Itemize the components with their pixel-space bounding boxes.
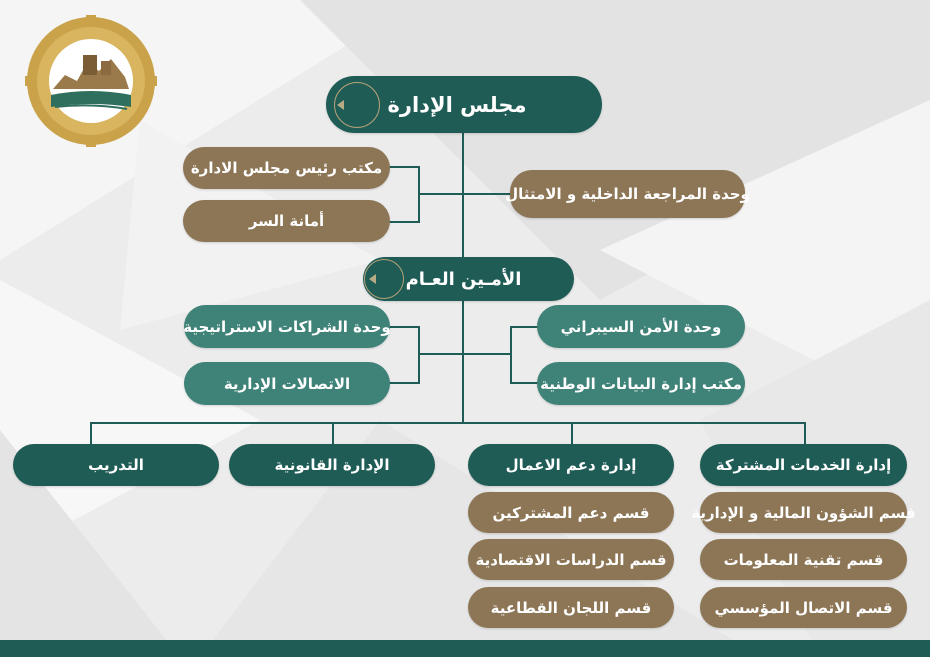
connector-line xyxy=(462,300,464,423)
connector-line xyxy=(90,422,806,424)
national-data-office-label: مكتب إدارة البيانات الوطنية xyxy=(540,374,742,393)
connector-line xyxy=(510,382,538,384)
board-office-label: مكتب رئيس مجلس الادارة xyxy=(190,159,383,177)
cybersecurity-unit-box xyxy=(537,305,745,348)
admin-communications-label: الاتصالات الإدارية xyxy=(223,374,351,393)
connector-line xyxy=(418,166,420,222)
connector-line xyxy=(462,132,464,258)
connector-line xyxy=(389,221,420,223)
connector-line xyxy=(418,326,420,383)
partnerships-unit-label: وحدة الشراكات الاستراتيجية xyxy=(183,317,391,336)
connector-line xyxy=(510,326,538,328)
shared-services-section-label: قسم الشؤون المالية و الإدارية xyxy=(691,503,916,522)
footer-bar xyxy=(0,640,930,657)
connector-line xyxy=(332,422,334,446)
business-support-section-box xyxy=(468,492,674,533)
business-support-section-box xyxy=(468,539,674,580)
shared-services-section-box xyxy=(700,587,907,628)
audit-unit-label: وحدة المراجعة الداخلية و الامتثال xyxy=(505,185,750,203)
connector-line xyxy=(418,353,464,355)
business-support-section-label: قسم الدراسات الاقتصادية xyxy=(475,550,667,569)
business-support-section-box xyxy=(468,587,674,628)
board-secretariat-label: أمانة السر xyxy=(248,212,325,230)
connector-line xyxy=(389,166,420,168)
connector-line xyxy=(571,422,573,446)
legal-dept-box xyxy=(229,444,435,486)
business-support-section-label: قسم دعم المشتركين xyxy=(492,503,650,522)
secretary-general-label: الأمـين العـام xyxy=(405,268,522,290)
connector-line xyxy=(90,422,92,446)
training-box xyxy=(13,444,219,486)
admin-communications-box xyxy=(184,362,390,405)
training-label: التدريب xyxy=(88,456,144,474)
business-support-box xyxy=(468,444,674,486)
business-support-label: إدارة دعم الاعمال xyxy=(505,456,637,474)
shared-services-section-label: قسم تقنية المعلومات xyxy=(723,550,884,569)
board-secretariat-box xyxy=(183,200,390,242)
shared-services-label: إدارة الخدمات المشتركة xyxy=(715,456,892,474)
connector-line xyxy=(389,326,420,328)
connector-line xyxy=(804,422,806,446)
connector-line xyxy=(464,353,512,355)
business-support-section-label: قسم اللجان القطاعية xyxy=(490,598,652,617)
chamber-of-commerce-logo-icon xyxy=(25,15,157,147)
board-of-directors-label: مجلس الإدارة xyxy=(387,92,527,117)
partnerships-unit-box xyxy=(184,305,390,348)
board-office-box xyxy=(183,147,390,189)
cybersecurity-unit-label: وحدة الأمن السيبراني xyxy=(560,317,722,336)
audit-unit-box xyxy=(505,170,750,218)
national-data-office-box xyxy=(537,362,745,405)
connector-line xyxy=(389,382,420,384)
shared-services-box xyxy=(700,444,907,486)
connector-line xyxy=(418,193,464,195)
connector-line xyxy=(510,326,512,383)
legal-dept-label: الإدارة القانونية xyxy=(274,456,390,474)
secretary-arrow-icon xyxy=(369,274,376,284)
shared-services-section-box xyxy=(691,492,916,533)
board-arrow-icon xyxy=(337,100,344,110)
shared-services-section-label: قسم الاتصال المؤسسي xyxy=(714,598,893,617)
shared-services-section-box xyxy=(700,539,907,580)
